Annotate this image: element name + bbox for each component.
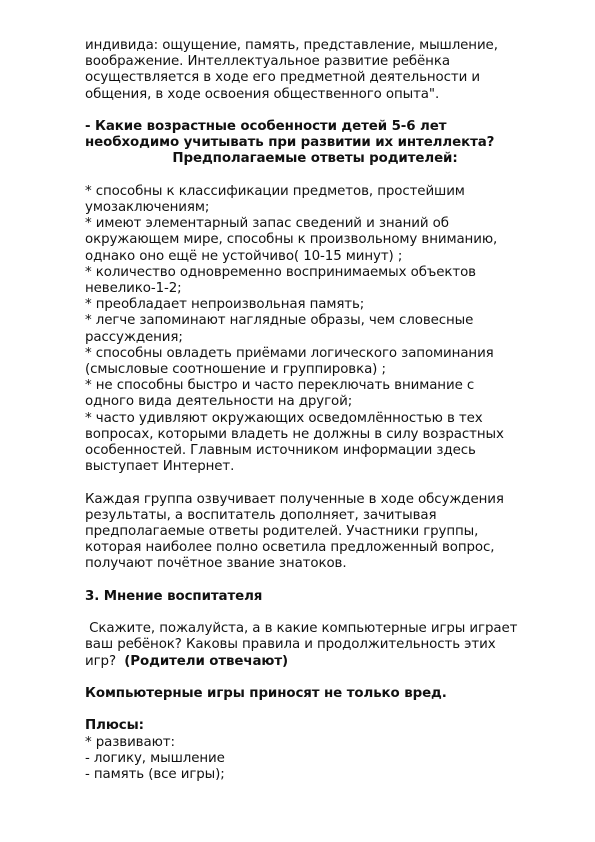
text-line: [85, 654, 545, 670]
text-line: вопросах, которыми владеть не должны в силу возрастных: [85, 426, 504, 442]
text-line: * способны к классификации предметов, простейшим: [85, 183, 465, 199]
text-line: * развивают:: [85, 734, 175, 750]
text-line: одного вида деятельности на другой;: [85, 394, 353, 410]
text-line: * количество одновременно воспринимаемых объектов: [85, 264, 476, 280]
text-line: окружающем мире, способны к произвольному вниманию,: [85, 232, 498, 248]
text-line: * часто удивляют окружающих осведомлённостью в тех: [85, 410, 483, 426]
text-line: Каждая группа озвучивает полученные в ходе обсуждения: [85, 491, 504, 507]
text-line: (смысловые соотношение и группировка) ;: [85, 362, 386, 378]
pluses-list: [85, 735, 545, 784]
text-line: ваш ребёнок? Каковы правила и продолжительность этих: [85, 637, 496, 653]
answers-list: [85, 184, 545, 476]
text-line: результаты, а воспитатель дополняет, зачитывая: [85, 507, 437, 523]
section-3-title: 3. Мнение воспитателя: [85, 588, 263, 604]
document-page: [85, 38, 545, 783]
text-line: однако оно ещё не устойчиво( 10-15 минут) ;: [85, 248, 403, 264]
text-line: необходимо учитывать при развитии их интеллекта?: [85, 135, 495, 151]
section-3-question: [85, 621, 545, 670]
text-line: - Какие возрастные особенности детей 5-6 лет: [85, 119, 447, 134]
intro-paragraph: [85, 38, 545, 103]
text-line: * не способны быстро и часто переключать внимание с: [85, 378, 475, 394]
text-line: выступает Интернет.: [85, 459, 235, 475]
text-line: воображение. Интеллектуальное развитие ребёнка: [85, 54, 450, 70]
text-line: осуществляется в ходе его предметной деятельности и: [85, 70, 480, 86]
text-line: получают почётное звание знатоков.: [85, 556, 347, 572]
question-heading: [85, 119, 545, 168]
text-line: невелико-1-2;: [85, 281, 182, 297]
pluses-heading: Плюсы:: [85, 718, 144, 734]
text-line: Скажите, пожалуйста, а в какие компьютерные игры играет: [85, 621, 518, 637]
text-line: - память (все игры);: [85, 767, 225, 783]
text-line: индивида: ощущение, память, представление, мышление,: [85, 38, 498, 53]
games-statement: Компьютерные игры приносят не только вред.: [85, 686, 447, 702]
text-line: * преобладает непроизвольная память;: [85, 297, 365, 313]
text-line: * способны овладеть приёмами логического запоминания: [85, 345, 494, 361]
answers-heading: Предполагаемые ответы родителей:: [172, 151, 458, 167]
parents-answer-note: (Родители отвечают): [124, 653, 289, 669]
text-line: особенностей. Главным источником информации здесь: [85, 443, 476, 459]
group-paragraph: [85, 492, 545, 573]
text-line: - логику, мышление: [85, 750, 225, 766]
question-end: игр?: [85, 653, 125, 669]
text-line: * имеют элементарный запас сведений и знаний об: [85, 216, 449, 232]
text-line: предполагаемые ответы родителей. Участники группы,: [85, 524, 479, 540]
text-line: рассуждения;: [85, 329, 183, 345]
text-line: умозаключениям;: [85, 200, 210, 215]
text-line: * легче запоминают наглядные образы, чем словесные: [85, 313, 474, 329]
text-line: которая наиболее полно осветила предложенный вопрос,: [85, 540, 495, 556]
text-line: общения, в ходе освоения общественного опыта".: [85, 86, 440, 102]
